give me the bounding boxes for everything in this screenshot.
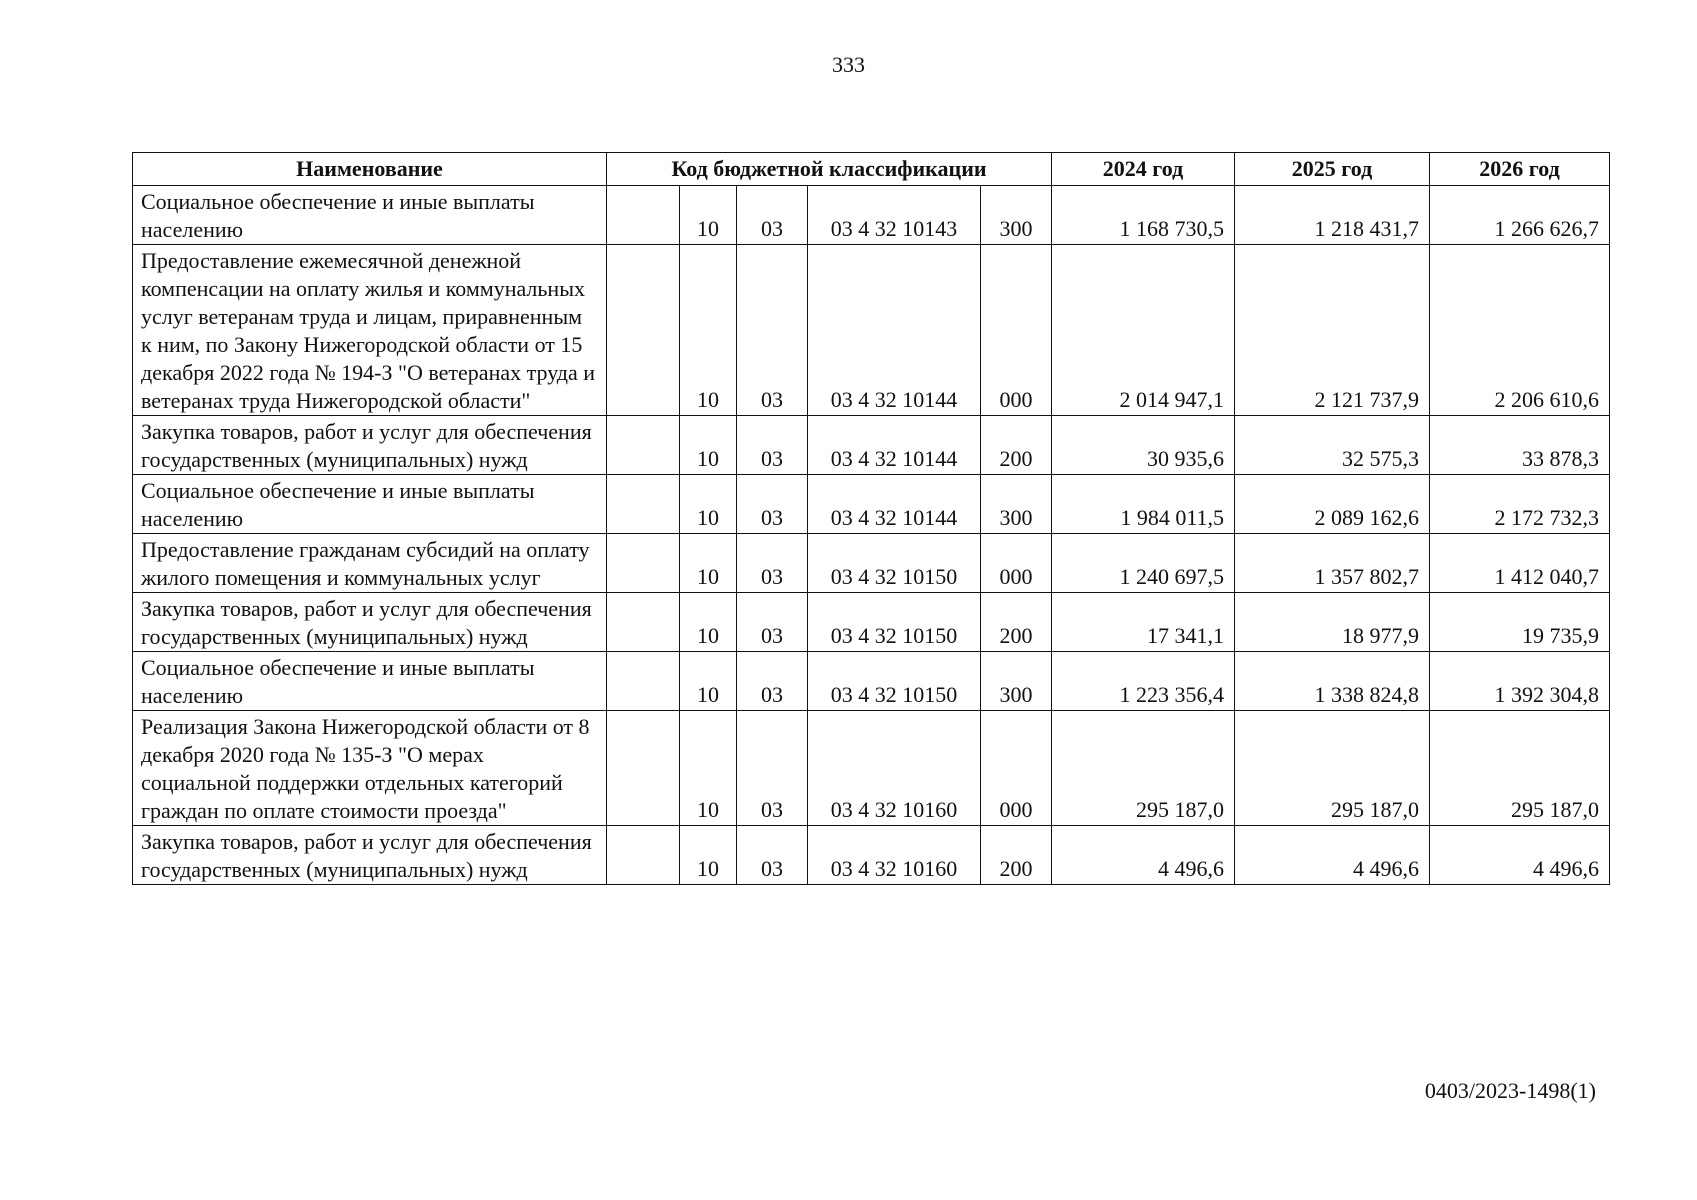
expense-type-code-cell: 200 <box>981 593 1052 652</box>
expense-type-code-cell: 200 <box>981 416 1052 475</box>
header-2024: 2024 год <box>1052 153 1235 186</box>
budget-table <box>132 152 1610 885</box>
table-row <box>133 711 1610 826</box>
section-code-cell: 10 <box>680 652 737 711</box>
row-name-cell: Предоставление ежемесячной денежной компенсации на оплату жилья и коммунальных услуг ветеранам труда и лицам, приравненным к ним, по Закону Нижегородской области от 15 декабря 2022 года № 194-З "О ветеранах труда и ветеранах труда Нижегородской области" <box>133 245 607 416</box>
code-blank-cell <box>607 826 680 885</box>
table-row <box>133 593 1610 652</box>
amount-2024-cell: 4 496,6 <box>1052 826 1235 885</box>
target-code-cell: 03 4 32 10144 <box>808 475 981 534</box>
target-code-cell: 03 4 32 10160 <box>808 711 981 826</box>
table-row <box>133 186 1610 245</box>
row-name-cell: Предоставление гражданам субсидий на оплату жилого помещения и коммунальных услуг <box>133 534 607 593</box>
header-2026: 2026 год <box>1430 153 1610 186</box>
subsection-code-cell: 03 <box>737 652 808 711</box>
amount-2026-cell: 33 878,3 <box>1430 416 1610 475</box>
section-code-cell: 10 <box>680 416 737 475</box>
table-header-row <box>133 153 1610 186</box>
row-name-cell: Социальное обеспечение и иные выплаты населению <box>133 652 607 711</box>
target-code-cell: 03 4 32 10150 <box>808 593 981 652</box>
page-number: 333 <box>832 52 865 77</box>
code-blank-cell <box>607 475 680 534</box>
target-code-cell: 03 4 32 10144 <box>808 416 981 475</box>
subsection-code-cell: 03 <box>737 245 808 416</box>
subsection-code-cell: 03 <box>737 534 808 593</box>
amount-2024-cell: 1 223 356,4 <box>1052 652 1235 711</box>
subsection-code-cell: 03 <box>737 186 808 245</box>
table-row <box>133 534 1610 593</box>
amount-2025-cell: 1 357 802,7 <box>1235 534 1430 593</box>
target-code-cell: 03 4 32 10150 <box>808 534 981 593</box>
expense-type-code-cell: 300 <box>981 475 1052 534</box>
code-blank-cell <box>607 711 680 826</box>
section-code-cell: 10 <box>680 245 737 416</box>
subsection-code-cell: 03 <box>737 416 808 475</box>
amount-2025-cell: 1 338 824,8 <box>1235 652 1430 711</box>
amount-2026-cell: 19 735,9 <box>1430 593 1610 652</box>
expense-type-code-cell: 000 <box>981 711 1052 826</box>
amount-2024-cell: 30 935,6 <box>1052 416 1235 475</box>
amount-2024-cell: 17 341,1 <box>1052 593 1235 652</box>
row-name-cell: Социальное обеспечение и иные выплаты населению <box>133 186 607 245</box>
row-name-cell: Закупка товаров, работ и услуг для обеспечения государственных (муниципальных) нужд <box>133 593 607 652</box>
table-row <box>133 416 1610 475</box>
section-code-cell: 10 <box>680 826 737 885</box>
amount-2026-cell: 295 187,0 <box>1430 711 1610 826</box>
amount-2025-cell: 32 575,3 <box>1235 416 1430 475</box>
amount-2025-cell: 295 187,0 <box>1235 711 1430 826</box>
subsection-code-cell: 03 <box>737 826 808 885</box>
amount-2026-cell: 2 172 732,3 <box>1430 475 1610 534</box>
amount-2025-cell: 2 121 737,9 <box>1235 245 1430 416</box>
table-row <box>133 652 1610 711</box>
amount-2025-cell: 2 089 162,6 <box>1235 475 1430 534</box>
row-name-cell: Реализация Закона Нижегородской области от 8 декабря 2020 года № 135-З "О мерах социальной поддержки отдельных категорий граждан по оплате стоимости проезда" <box>133 711 607 826</box>
expense-type-code-cell: 000 <box>981 245 1052 416</box>
expense-type-code-cell: 200 <box>981 826 1052 885</box>
code-blank-cell <box>607 416 680 475</box>
subsection-code-cell: 03 <box>737 475 808 534</box>
table-row <box>133 245 1610 416</box>
amount-2026-cell: 1 266 626,7 <box>1430 186 1610 245</box>
table-row <box>133 475 1610 534</box>
section-code-cell: 10 <box>680 711 737 826</box>
table-body <box>133 186 1610 885</box>
target-code-cell: 03 4 32 10150 <box>808 652 981 711</box>
section-code-cell: 10 <box>680 475 737 534</box>
code-blank-cell <box>607 245 680 416</box>
target-code-cell: 03 4 32 10144 <box>808 245 981 416</box>
amount-2026-cell: 1 412 040,7 <box>1430 534 1610 593</box>
header-code: Код бюджетной классификации <box>607 153 1052 186</box>
subsection-code-cell: 03 <box>737 593 808 652</box>
amount-2025-cell: 4 496,6 <box>1235 826 1430 885</box>
document-id: 0403/2023-1498(1) <box>1424 1078 1596 1103</box>
amount-2026-cell: 1 392 304,8 <box>1430 652 1610 711</box>
subsection-code-cell: 03 <box>737 711 808 826</box>
expense-type-code-cell: 300 <box>981 186 1052 245</box>
code-blank-cell <box>607 652 680 711</box>
code-blank-cell <box>607 534 680 593</box>
amount-2025-cell: 1 218 431,7 <box>1235 186 1430 245</box>
target-code-cell: 03 4 32 10143 <box>808 186 981 245</box>
section-code-cell: 10 <box>680 534 737 593</box>
expense-type-code-cell: 300 <box>981 652 1052 711</box>
code-blank-cell <box>607 186 680 245</box>
amount-2024-cell: 2 014 947,1 <box>1052 245 1235 416</box>
row-name-cell: Закупка товаров, работ и услуг для обеспечения государственных (муниципальных) нужд <box>133 826 607 885</box>
amount-2026-cell: 2 206 610,6 <box>1430 245 1610 416</box>
code-blank-cell <box>607 593 680 652</box>
amount-2025-cell: 18 977,9 <box>1235 593 1430 652</box>
table-row <box>133 826 1610 885</box>
header-2025: 2025 год <box>1235 153 1430 186</box>
amount-2024-cell: 1 240 697,5 <box>1052 534 1235 593</box>
row-name-cell: Закупка товаров, работ и услуг для обеспечения государственных (муниципальных) нужд <box>133 416 607 475</box>
header-name: Наименование <box>133 153 607 186</box>
section-code-cell: 10 <box>680 186 737 245</box>
target-code-cell: 03 4 32 10160 <box>808 826 981 885</box>
row-name-cell: Социальное обеспечение и иные выплаты населению <box>133 475 607 534</box>
expense-type-code-cell: 000 <box>981 534 1052 593</box>
amount-2024-cell: 1 168 730,5 <box>1052 186 1235 245</box>
amount-2026-cell: 4 496,6 <box>1430 826 1610 885</box>
amount-2024-cell: 295 187,0 <box>1052 711 1235 826</box>
amount-2024-cell: 1 984 011,5 <box>1052 475 1235 534</box>
section-code-cell: 10 <box>680 593 737 652</box>
